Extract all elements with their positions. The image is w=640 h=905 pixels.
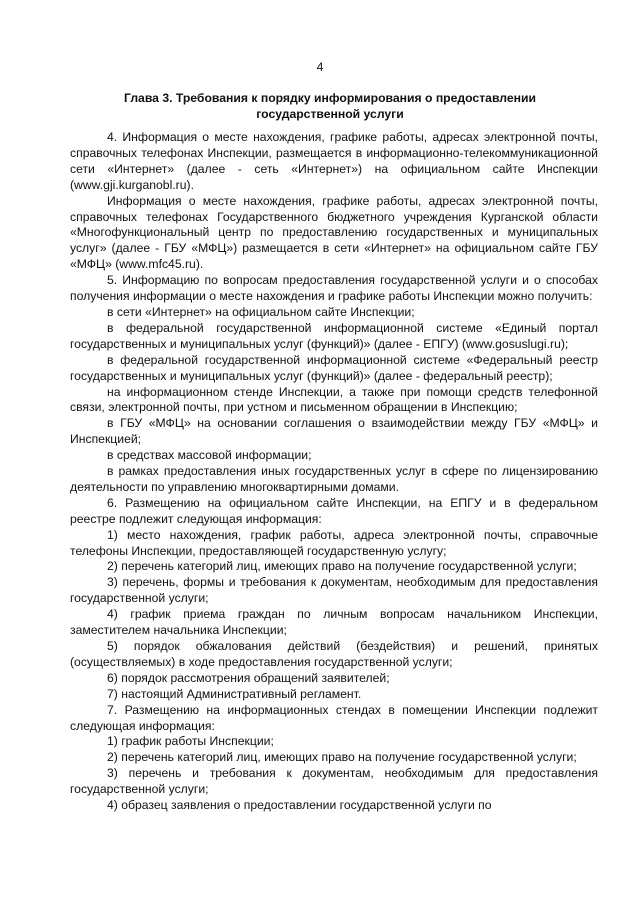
paragraph: 6) порядок рассмотрения обращений заявителей;	[107, 670, 390, 685]
paragraph: 6. Размещению на официальном сайте Инспекции, на ЕПГУ и в федеральном реестре подлежит следующая информация:	[70, 495, 598, 526]
paragraph: 3) перечень и требования к документам, необходимым для предоставления государственной услуги;	[70, 766, 598, 797]
paragraph: в федеральной государственной информационной системе «Единый портал государственных и муниципальных услуг (функций)» (далее - ЕПГУ) (www.gosuslugi.ru);	[70, 320, 598, 351]
paragraph: 2) перечень категорий лиц, имеющих право на получение государственной услуги;	[107, 559, 577, 574]
paragraph: 7) настоящий Административный регламент.	[107, 686, 362, 701]
paragraph: 7. Размещению на информационных стендах в помещении Инспекции подлежит следующая информация:	[70, 702, 598, 733]
paragraph: 4. Информация о месте нахождения, графике работы, адресах электронной почты, справочных телефонах Инспекции, размещается в информационно-телекоммуникационной сети «Интернет» (далее - сеть «Интернет») на официальном сайте Инспекции (www.gji.kurganobl.ru).	[70, 130, 598, 192]
chapter-heading: Глава 3. Требования к порядку информирования о предоставлении государственной услуги	[124, 91, 536, 121]
paragraph: в сети «Интернет» на официальном сайте Инспекции;	[107, 304, 415, 319]
paragraph: 1) график работы Инспекции;	[107, 734, 274, 749]
page-number: 4	[316, 60, 324, 74]
paragraph: на информационном стенде Инспекции, а также при помощи средств телефонной связи, электронной почты, при устном и письменном обращении в Инспекцию;	[70, 384, 598, 415]
paragraph: в средствах массовой информации;	[107, 448, 312, 463]
paragraph: 5. Информацию по вопросам предоставления государственной услуги и о способах получения информации о месте нахождения и графике работы Инспекции можно получить:	[70, 273, 598, 304]
paragraph: 2) перечень категорий лиц, имеющих право на получение государственной услуги;	[107, 750, 577, 765]
paragraph: 4) образец заявления о предоставлении государственной услуги по	[107, 798, 492, 813]
paragraph: в рамках предоставления иных государственных услуг в сфере по лицензированию деятельности по управлению многоквартирными домами.	[70, 464, 598, 494]
paragraph: в федеральной государственной информационной системе «Федеральный реестр государственных и муниципальных услуг (функций)» (далее - федеральный реестр);	[70, 352, 598, 383]
paragraph: 5) порядок обжалования действий (бездействия) и решений, принятых (осуществляемых) в ходе предоставления государственной услуги;	[70, 639, 598, 669]
paragraph: 3) перечень, формы и требования к документам, необходимым для предоставления государственной услуги;	[70, 575, 598, 606]
paragraph: Информация о месте нахождения, графике работы, адресах электронной почты, справочных телефонах Государственного бюджетного учреждения Курганской области «Многофункциональный центр по предоставлению государственных и муниципальных услуг» (далее - ГБУ «МФЦ») размещается в сети «Интернет» на официальном сайте ГБУ «МФЦ» (www.mfc45.ru).	[70, 193, 598, 272]
paragraph: 1) место нахождения, график работы, адреса электронной почты, справочные телефоны Инспекции, предоставляющей государственную услугу;	[70, 527, 598, 558]
paragraph: 4) график приема граждан по личным вопросам начальником Инспекции, заместителем начальника Инспекции;	[70, 607, 598, 638]
document-body	[70, 130, 598, 814]
paragraph: в ГБУ «МФЦ» на основании соглашения о взаимодействии между ГБУ «МФЦ» и Инспекцией;	[70, 416, 598, 447]
